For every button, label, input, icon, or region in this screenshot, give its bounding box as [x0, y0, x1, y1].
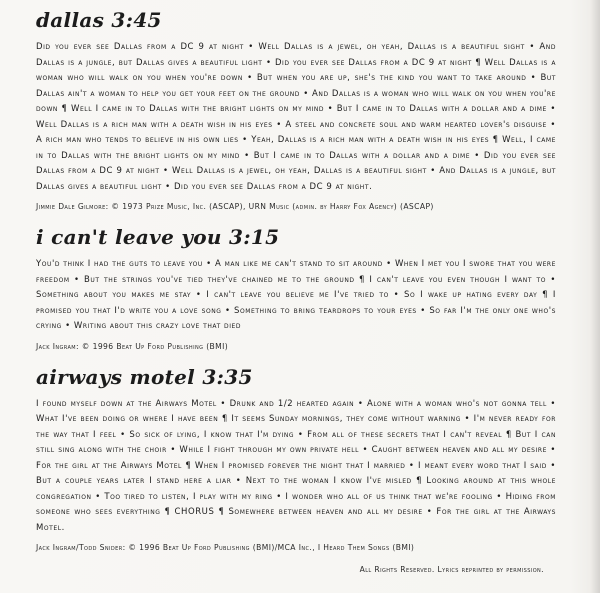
page-edge-shadow: [590, 0, 600, 593]
song-i-cant-leave-you: [36, 225, 556, 353]
song-airways-motel: [36, 365, 556, 555]
song-lyrics: You'd think I had the guts to leave you • A man like me can't stand to sit around • When I met you I swore that you were freedom • But the strings you've tied they've chained me to the ground ¶ I can't leave you even though I want to • Something about you makes me stay • I can't leave you believe me I've tried to • So I wake up hating every day ¶ I promised you that I'd write you a love song • Something to bring teardrops to your eyes • So far I'm the only one who's crying • Writing about this crazy love that died: [36, 259, 556, 331]
song-dallas: [36, 8, 556, 213]
song-credit: Jimmie Dale Gilmore: © 1973 Prize Music, Inc. (ASCAP), URN Music (admin. by Harry Fox Agency) (ASCAP): [36, 202, 434, 211]
song-lyrics: Did you ever see Dallas from a DC 9 at night • Well Dallas is a jewel, oh yeah, Dallas is a beautiful sight • And Dallas is a jungle, but Dallas gives a beautiful light • Did you ever see Dallas from a DC 9 at night ¶ Well Dallas is a woman who will walk on you when you're down • But when you are up, she's the kind you want to take around • But Dallas ain't a woman to help you get your feet on the ground • And Dallas is a woman who will walk on you when you're down ¶ Well I came in to Dallas with the bright lights on my mind • But I came in to Dallas with a dollar and a dime • Well Dallas is a rich man with a death wish in his eyes • A steel and concrete soul and warm hearted lover's disguise • A rich man who tends to believe in his own lies • Yeah, Dallas is a rich man with a death wish in his eyes ¶ Well, I came in to Dallas with the bright lights on my mind • But I came in to Dallas with a dollar and a dime • Did you ever see Dallas from a DC 9 at night • Well Dallas is a jewel, oh yeah, Dallas is a beautiful sight • And Dallas is a jungle, but Dallas gives a beautiful light • Did you ever see Dallas from a DC 9 at night.: [36, 42, 556, 192]
song-title: i can't leave you 3:15: [36, 225, 280, 249]
rights-notice: All Rights Reserved. Lyrics reprinted by permission.: [359, 565, 544, 574]
song-credit: Jack Ingram: © 1996 Beat Up Ford Publishing (BMI): [36, 341, 229, 351]
song-credit: Jack Ingram/Todd Snider: © 1996 Beat Up Ford Publishing (BMI)/MCA Inc., I Heard Them Songs (BMI): [36, 543, 415, 552]
song-title: dallas 3:45: [36, 8, 162, 32]
lyrics-content: [36, 8, 556, 564]
song-lyrics: I found myself down at the Airways Motel • Drunk and 1/2 hearted again • Alone with a woman who's not gonna tell • What I've been doing or where I have been ¶ It seems Sunday mornings, they come without warning • I'm never ready for the way that I feel • So sick of lying, I know that I'm dying • From all of these secrets that I can't reveal ¶ But I can still sing along with the choir • While I fight through my own private hell • Caught between heaven and all my desire • For the girl at the Airways Motel ¶ When I promised forever the night that I married • I meant every word that I said • But a couple years later I stand here a liar • Next to the woman I know I've misled ¶ Looking around at this whole congregation • Too tired to listen, I play with my ring • I wonder who all of us think that we're fooling • Hiding from someone who sees everything ¶ CHORUS ¶ Somewhere between heaven and all my desire • For the girl at the Airways Motel.: [36, 398, 556, 533]
song-title: airways motel 3:35: [36, 364, 253, 389]
